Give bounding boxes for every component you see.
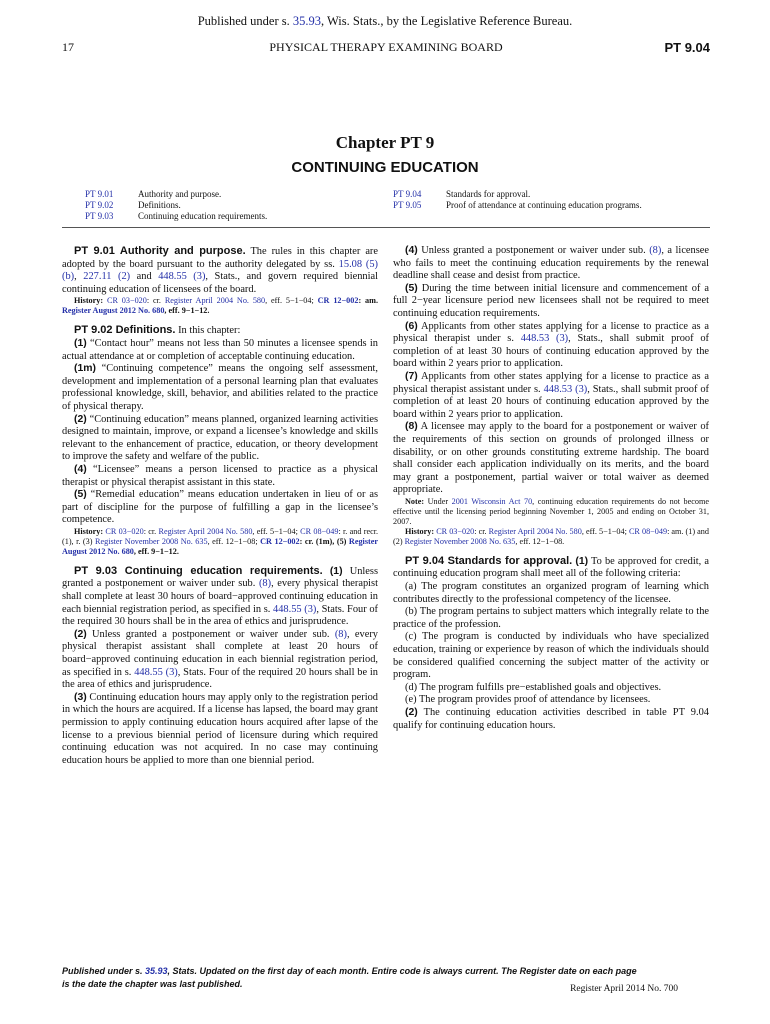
history-link[interactable]: Register August 2012 No. 680 — [62, 536, 379, 556]
text: : cr. — [146, 296, 165, 306]
page-number: 17 — [62, 40, 74, 54]
toc-link[interactable]: PT 9.03 — [85, 211, 114, 221]
subsection-label: (5) — [405, 282, 418, 294]
definition-5 — [62, 489, 378, 527]
definition-4 — [62, 464, 378, 489]
toc-left — [85, 189, 267, 222]
toc-title: Definitions. — [138, 200, 181, 210]
section-heading: PT 9.01 Authority and purpose. — [74, 245, 246, 257]
text: , Stats., and govern required biennial continuing education of licensees of the board. — [62, 271, 379, 295]
statute-link[interactable]: 448.55 (3) — [134, 666, 178, 678]
text: Under — [424, 496, 452, 506]
subsection-link[interactable]: (8) — [649, 245, 662, 256]
subsection-label: (2) — [74, 628, 87, 640]
text: During the time between initial licensure and commencement of a full 2−year licensure period new licensees shall not be required to meet continuing education requirements. — [393, 282, 709, 319]
criterion-e: (e) The program provides proof of attendance by licensees. — [405, 694, 651, 706]
subsection-label: (5) — [74, 489, 87, 501]
subsection-label: (7) — [405, 370, 418, 382]
history-link[interactable]: CR 08−049 — [628, 526, 668, 536]
statute-link-35-93[interactable]: 35.93 — [292, 14, 321, 28]
subsection-label: (1) — [329, 565, 343, 577]
toc-link[interactable]: PT 9.05 — [393, 200, 422, 210]
text: : cr. — [474, 526, 489, 536]
footer-text: Published under s. — [62, 966, 146, 976]
toc-title: Standards for approval. — [446, 189, 531, 199]
subsection-label: (1) — [575, 555, 589, 567]
act-link[interactable]: 2001 Wisconsin Act 70 — [451, 496, 533, 506]
register-date: Register April 2014 No. 700 — [570, 984, 678, 994]
history-link[interactable]: CR 12−002 — [317, 296, 359, 306]
text: : am. (1) and (2) — [393, 526, 709, 546]
subsection-label: (1) — [74, 337, 87, 349]
section-9-03 — [62, 565, 378, 629]
section-9-04 — [393, 555, 709, 581]
subsection-label: (6) — [405, 320, 418, 332]
text: “Contact hour” means not less than 50 minutes a licensee spends in actual attendance at or completion of acceptable continuing education. — [62, 337, 378, 362]
text: , eff. 5−1−04; — [252, 526, 301, 536]
subsection-label: (3) — [74, 691, 87, 703]
subsection-label: (1m) — [74, 363, 96, 375]
text: Applicants from other states applying for a license to practice as a physical therapist under s. — [393, 320, 709, 345]
text: A licensee may apply to the board for a postponement or waiver of the requirements of this section on grounds of prolonged illness or disability, or on other grounds constituting extreme hardship. The board shall consider each application individually on its merits, and the board may grant a postponement, partial waiver or total waiver as deemed appropriate. — [393, 421, 709, 496]
note-label: Note: — [405, 496, 425, 506]
history-link[interactable]: CR 12−002 — [260, 536, 300, 546]
text: , eff. 9−1−12. — [133, 546, 179, 556]
text: , every physical therapist assistant shall complete at least 20 hours of board−approved continuing education in each biennial registration period, as specified in s. — [62, 628, 378, 678]
subsection-label: (4) — [74, 463, 87, 475]
statute-link[interactable]: 448.55 (3) — [273, 603, 317, 615]
text: , — [74, 271, 84, 283]
section-heading: PT 9.02 Definitions. — [74, 324, 176, 337]
divider — [62, 227, 710, 228]
text: Unless granted a postponement or waiver under sub. — [86, 628, 335, 640]
chapter-subtitle: CONTINUING EDUCATION — [291, 159, 479, 176]
text: “Licensee” means a person licensed to practice as a physical therapist or physical therapist assistant in this state. — [62, 463, 378, 488]
definition-2 — [62, 414, 378, 464]
requirement-4 — [393, 245, 709, 283]
toc-item — [85, 189, 267, 200]
text: : am. — [358, 296, 379, 306]
footer-text: is the date the chapter was last published. — [62, 979, 243, 989]
statute-link[interactable]: 448.53 (3) — [520, 333, 569, 345]
text: “Continuing competence” means the ongoing self assessment, development and implementation of a personal learning plan that evaluates professional knowledge, skill, behavior, and abilities related to the practice of physical therapy. — [62, 363, 378, 412]
text: , every physical therapist shall complete at least 30 hours of board−approved continuing education in each biennial registration period, as specified in s. — [62, 578, 378, 615]
banner-text: Published under s. — [197, 14, 293, 28]
subsection-label: (4) — [405, 245, 418, 256]
history-link[interactable]: Register April 2004 No. 580 — [164, 296, 266, 306]
footer-statute-link[interactable]: 35.93 — [145, 966, 168, 976]
history-label: History: — [74, 526, 104, 536]
section-marker: PT 9.04 — [664, 40, 710, 55]
criterion-b: (b) The program pertains to subject matters which integrally relate to the practice of the profession. — [393, 606, 709, 630]
history-note — [62, 527, 378, 557]
text: , eff. 5−1−04; — [265, 296, 318, 306]
banner-text-end: , Wis. Stats., by the Legislative Reference Bureau. — [320, 14, 573, 28]
left-column — [62, 245, 378, 767]
statute-link[interactable]: 227.11 (2) — [83, 271, 131, 283]
section-9-01 — [62, 245, 378, 296]
text: , continuing education requirements do not become effective until the licensing period beginning November 1, 2005 and ending on October 31, 2007. — [393, 496, 709, 526]
subsection-link[interactable]: (8) — [258, 578, 272, 590]
text: “Remedial education” means education undertaken in lieu of or as part of discipline for the purpose of fulfilling a gap in the licensee’s competence. — [62, 489, 378, 526]
text: To be approved for credit, a continuing education program shall meet all of the following criteria: — [393, 555, 709, 580]
text: : cr. — [143, 526, 159, 536]
requirement-6 — [393, 321, 709, 371]
toc-item — [393, 200, 642, 211]
right-column — [393, 245, 709, 732]
history-link[interactable]: CR 03−020 — [105, 526, 144, 536]
note — [393, 497, 709, 527]
history-link[interactable]: Register August 2012 No. 680 — [62, 306, 165, 316]
toc-item — [85, 200, 267, 211]
text: Unless granted a postponement or waiver under sub. — [417, 245, 650, 256]
text: The continuing education activities described in table PT 9.04 qualify for continuing education hours. — [393, 707, 709, 731]
history-link[interactable]: CR 08−049 — [300, 526, 339, 536]
subsection-label: (2) — [405, 707, 418, 718]
footer-text: , Stats. Updated on the first day of each month. Entire code is always current. The Register date on each page — [167, 966, 637, 976]
statute-link[interactable]: 448.55 (3) — [158, 271, 206, 283]
section-heading: PT 9.03 Continuing education requirements. — [74, 564, 323, 577]
history-label: History: — [405, 526, 435, 536]
text: , a licensee who fails to meet the continuing education requirements by the renewal deadline shall cease and desist from practice. — [393, 245, 710, 282]
requirement-5 — [393, 283, 709, 321]
text: Applicants from other states applying for a license to practice as a physical therapist assistant under s. — [393, 370, 709, 395]
statute-link[interactable]: 448.53 (3) — [543, 383, 588, 395]
toc-link[interactable]: PT 9.01 — [85, 189, 114, 199]
history-link[interactable]: Register April 2004 No. 580 — [158, 526, 253, 536]
statute-link[interactable]: 15.08 (5) (b) — [62, 258, 378, 283]
requirement-2 — [62, 629, 378, 692]
publication-banner — [0, 14, 770, 29]
text: , Stats. Four of the required 30 hours shall be in the area of ethics and jurisprudence. — [62, 603, 378, 628]
text: Unless granted a postponement or waiver under sub. — [62, 565, 378, 590]
history-link[interactable]: Register April 2004 No. 580 — [488, 526, 582, 536]
criterion-d: (d) The program fulfills pre−established goals and objectives. — [405, 681, 662, 693]
standards-2 — [393, 707, 709, 732]
board-name: PHYSICAL THERAPY EXAMINING BOARD — [269, 40, 503, 54]
toc-item — [85, 211, 267, 222]
text: , eff. 12−1−08. — [515, 536, 565, 546]
history-note — [393, 527, 709, 547]
subsection-label: (2) — [74, 413, 87, 425]
text: The rules in this chapter are adopted by the board pursuant to the authority delegated by ss. — [62, 246, 379, 270]
history-link[interactable]: Register November 2008 No. 635 — [404, 536, 516, 546]
toc-item — [393, 189, 642, 200]
criterion-a: (a) The program constitutes an organized program of learning which contributes directly to the professional competency of the licensee. — [393, 581, 709, 605]
history-link[interactable]: CR 03−020 — [106, 296, 147, 306]
text: , eff. 12−1−08; — [207, 536, 261, 546]
criterion-c: (c) The program is conducted by individuals who have specialized education, training or experience by reason of which the individuals should be considered qualified concerning the subject matter of the activity or program. — [393, 631, 709, 681]
history-label: History: — [74, 296, 104, 306]
text: : cr. (1m), (5) — [299, 536, 349, 546]
text: , Stats., shall submit proof of completion of at least 30 hours of continuing education approved by the board within 2 years prior to application. — [393, 333, 709, 370]
text: , Stats., shall submit proof of completion of at least 20 hours of continuing education approved by the board within 2 years prior to application. — [393, 383, 710, 420]
text: and — [130, 271, 159, 283]
requirement-3 — [62, 692, 378, 768]
definition-1m — [62, 363, 378, 413]
toc-link[interactable]: PT 9.04 — [393, 189, 422, 199]
chapter-title: Chapter PT 9 — [335, 133, 435, 152]
subsection-link[interactable]: (8) — [334, 628, 347, 640]
text: Continuing education hours may apply only to the registration period in which the hours are acquired. If a license has lapsed, the board may grant permission to apply continuing education hours acquired after lapse of the license to a previous biennial period of licensure during which required continuing education was not acquired. In no case may continuing education hours be applied to more than one biennial period. — [62, 691, 378, 766]
toc-right — [393, 189, 642, 211]
requirement-8 — [393, 421, 709, 497]
text: , eff. 9−1−12. — [164, 306, 210, 316]
subsection-label: (8) — [405, 421, 418, 433]
text: In this chapter: — [175, 325, 241, 337]
toc-title: Proof of attendance at continuing education programs. — [446, 200, 642, 210]
toc-title: Authority and purpose. — [138, 189, 222, 199]
definition-1 — [62, 338, 378, 363]
text: “Continuing education” means planned, organized learning activities designed to maintain, improve, or expand a licensee’s knowledge and skills relevant to the enhancement of practice, education, or theory development to improve the safety and welfare of the public. — [62, 413, 378, 463]
toc-title: Continuing education requirements. — [138, 211, 268, 221]
text: , eff. 5−1−04; — [581, 526, 629, 536]
requirement-7 — [393, 371, 709, 421]
history-note — [62, 296, 378, 316]
history-link[interactable]: CR 03−020 — [436, 526, 475, 536]
history-link[interactable]: Register November 2008 No. 635 — [95, 536, 208, 546]
text: : r. and recr. (1), r. (3) — [62, 526, 379, 546]
text: , Stats. Four of the required 20 hours shall be in the area of ethics and jurisprudence. — [62, 666, 378, 691]
section-9-02 — [62, 324, 378, 338]
toc-link[interactable]: PT 9.02 — [85, 200, 114, 210]
section-heading: PT 9.04 Standards for approval. — [405, 554, 573, 567]
